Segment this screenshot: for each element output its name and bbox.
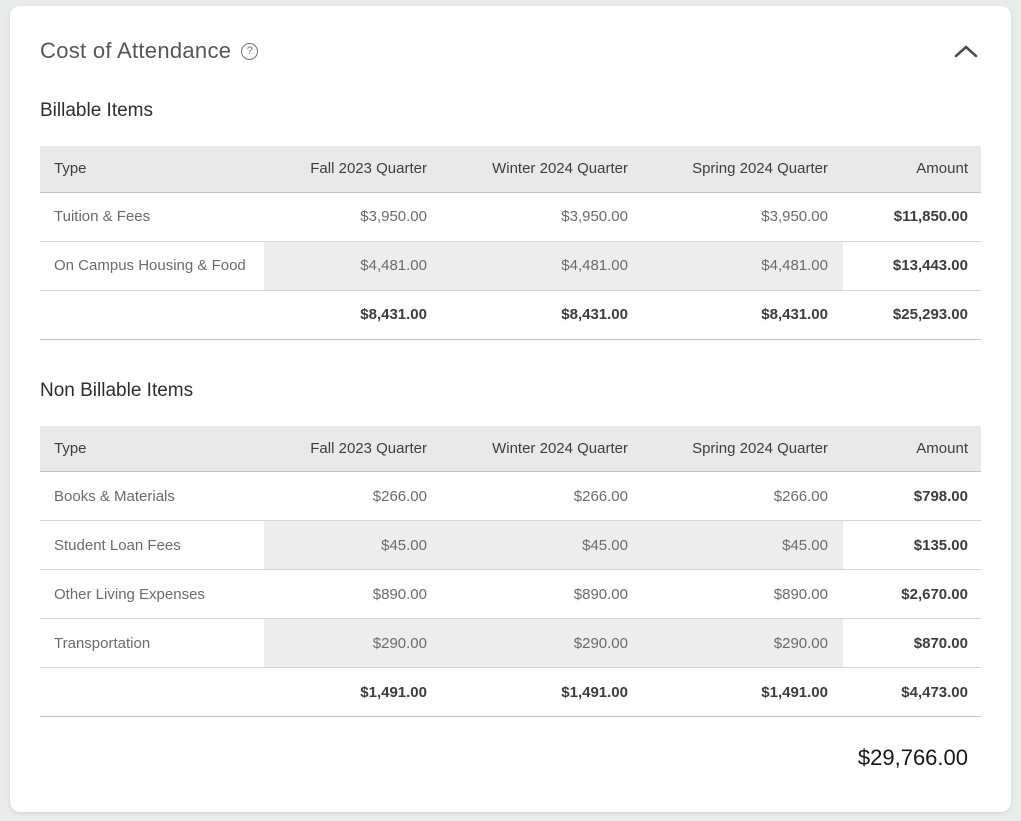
- column-header-winter: Winter 2024 Quarter: [442, 146, 643, 192]
- amount-total-cell: $4,473.00: [843, 668, 981, 717]
- winter-cell: $890.00: [442, 570, 643, 619]
- column-header-amount: Amount: [843, 426, 981, 472]
- amount-cell: $2,670.00: [843, 570, 981, 619]
- spring-total-cell: $1,491.00: [643, 668, 843, 717]
- billable-items-table: [40, 146, 981, 340]
- spring-cell: $266.00: [643, 472, 843, 521]
- winter-cell: $290.00: [442, 619, 643, 668]
- grand-total: $29,766.00: [857, 745, 968, 770]
- fall-cell: $890.00: [264, 570, 442, 619]
- non-billable-items-heading: Non Billable Items: [40, 379, 194, 401]
- amount-cell: $135.00: [843, 521, 981, 570]
- winter-cell: $3,950.00: [442, 192, 643, 241]
- table-row: [40, 472, 981, 521]
- type-cell: [40, 290, 264, 339]
- spring-cell: $45.00: [643, 521, 843, 570]
- column-header-type: Type: [40, 146, 264, 192]
- type-cell: Books & Materials: [40, 472, 264, 521]
- non-billable-items-table: [40, 426, 981, 718]
- non-billable-totals-row: [40, 668, 981, 717]
- chevron-up-icon: [953, 44, 979, 59]
- non-billable-header-row: [40, 426, 981, 472]
- column-header-fall: Fall 2023 Quarter: [264, 146, 442, 192]
- billable-header-row: [40, 146, 981, 192]
- fall-total-cell: $8,431.00: [264, 290, 442, 339]
- amount-total-cell: $25,293.00: [843, 290, 981, 339]
- type-cell: On Campus Housing & Food: [40, 241, 264, 290]
- collapse-button[interactable]: [951, 40, 981, 63]
- amount-cell: $870.00: [843, 619, 981, 668]
- column-header-winter: Winter 2024 Quarter: [442, 426, 643, 472]
- amount-cell: $13,443.00: [843, 241, 981, 290]
- amount-cell: $798.00: [843, 472, 981, 521]
- column-header-type: Type: [40, 426, 264, 472]
- amount-cell: $11,850.00: [843, 192, 981, 241]
- spring-total-cell: $8,431.00: [643, 290, 843, 339]
- winter-total-cell: $1,491.00: [442, 668, 643, 717]
- column-header-spring: Spring 2024 Quarter: [643, 146, 843, 192]
- spring-cell: $290.00: [643, 619, 843, 668]
- table-row: [40, 570, 981, 619]
- spring-cell: $3,950.00: [643, 192, 843, 241]
- column-header-amount: Amount: [843, 146, 981, 192]
- winter-cell: $266.00: [442, 472, 643, 521]
- table-row: [40, 521, 981, 570]
- winter-total-cell: $8,431.00: [442, 290, 643, 339]
- billable-items-heading: Billable Items: [40, 100, 153, 121]
- table-row: [40, 241, 981, 290]
- billable-totals-row: [40, 290, 981, 339]
- fall-cell: $266.00: [264, 472, 442, 521]
- winter-cell: $4,481.00: [442, 241, 643, 290]
- spring-cell: $4,481.00: [643, 241, 843, 290]
- type-cell: Other Living Expenses: [40, 570, 264, 619]
- type-cell: Student Loan Fees: [40, 521, 264, 570]
- card-header: [40, 38, 981, 64]
- cost-of-attendance-card: [10, 6, 1011, 812]
- page-title: Cost of Attendance: [40, 38, 232, 63]
- table-row: [40, 192, 981, 241]
- help-icon[interactable]: ?: [241, 43, 258, 60]
- fall-cell: $45.00: [264, 521, 442, 570]
- column-header-fall: Fall 2023 Quarter: [264, 426, 442, 472]
- type-cell: Tuition & Fees: [40, 192, 264, 241]
- column-header-spring: Spring 2024 Quarter: [643, 426, 843, 472]
- winter-cell: $45.00: [442, 521, 643, 570]
- type-cell: [40, 668, 264, 717]
- fall-cell: $4,481.00: [264, 241, 442, 290]
- fall-cell: $290.00: [264, 619, 442, 668]
- fall-total-cell: $1,491.00: [264, 668, 442, 717]
- fall-cell: $3,950.00: [264, 192, 442, 241]
- spring-cell: $890.00: [643, 570, 843, 619]
- table-row: [40, 619, 981, 668]
- type-cell: Transportation: [40, 619, 264, 668]
